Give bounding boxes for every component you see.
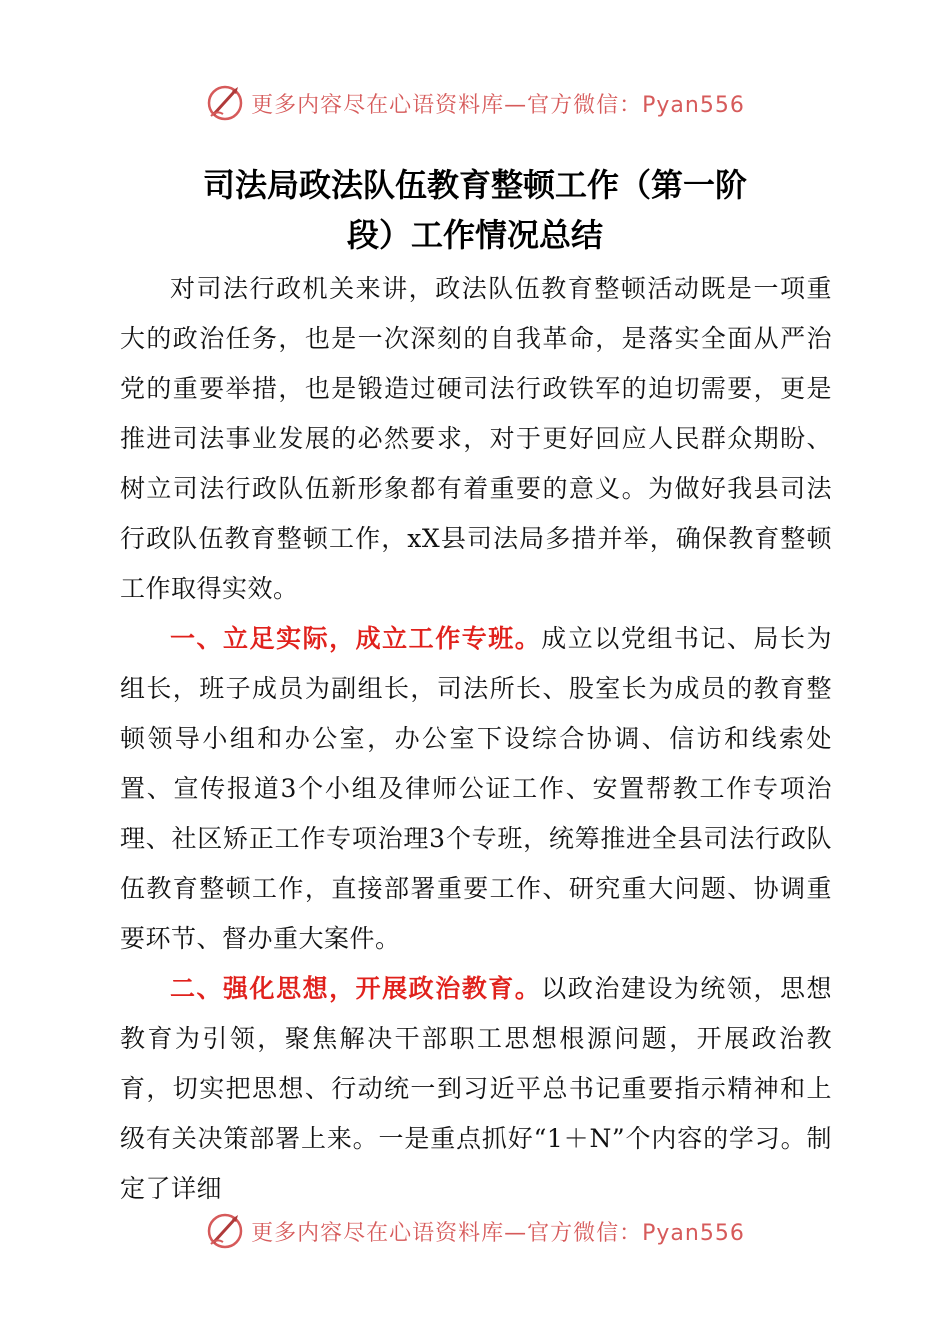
paragraph-text: 成立以党组书记、局长为组长，班子成员为副组长，司法所长、股室长为成员的教育整顿领导小组和办公室，办公室下设综合协调、信访和线索处置、宣传报道3个小组及律师公证工作、安置帮教工作专项治理、社区矫正工作专项治理3个专班，统筹推进全县司法行政队伍教育整顿工作，直接部署重要工作、研究重大问题、协调重要环节、督办重大案件。 (120, 624, 832, 953)
title-line-1: 司法局政法队伍教育整顿工作（第一阶 (202, 166, 747, 204)
paragraph-text: 以政治建设为统领，思想教育为引领，聚焦解决干部职工思想根源问题，开展政治教育，切实把思想、行动统一到习近平总书记重要指示精神和上级有关决策部署上来。一是重点抓好“1＋N”个内容的学习。制定了详细 (120, 974, 832, 1203)
header-watermark-banner (0, 78, 950, 128)
paragraph-section-2 (120, 964, 832, 1214)
section-heading: 二、强化思想，开展政治教育。 (170, 974, 542, 1003)
watermark-text: 更多内容尽在心语资料库—官方微信：Pyan556 (251, 92, 745, 118)
footer-watermark-banner (0, 1206, 950, 1256)
paragraph-section-1 (120, 614, 832, 964)
section-heading: 一、立足实际，成立工作专班。 (170, 624, 542, 653)
document-title (120, 160, 830, 260)
pen-circle-logo-icon (205, 83, 245, 123)
document-body (120, 264, 832, 1214)
watermark-text: 更多内容尽在心语资料库—官方微信：Pyan556 (251, 1220, 745, 1246)
title-line-2: 段）工作情况总结 (346, 216, 603, 254)
paragraph-text: 对司法行政机关来讲，政法队伍教育整顿活动既是一项重大的政治任务，也是一次深刻的自我革命，是落实全面从严治党的重要举措，也是锻造过硬司法行政铁军的迫切需要，更是推进司法事业发展的必然要求，对于更好回应人民群众期盼、树立司法行政队伍新形象都有着重要的意义。为做好我县司法行政队伍教育整顿工作，xX县司法局多措并举，确保教育整顿工作取得实效。 (120, 274, 832, 603)
pen-circle-logo-icon (205, 1211, 245, 1251)
paragraph-intro (120, 264, 832, 614)
